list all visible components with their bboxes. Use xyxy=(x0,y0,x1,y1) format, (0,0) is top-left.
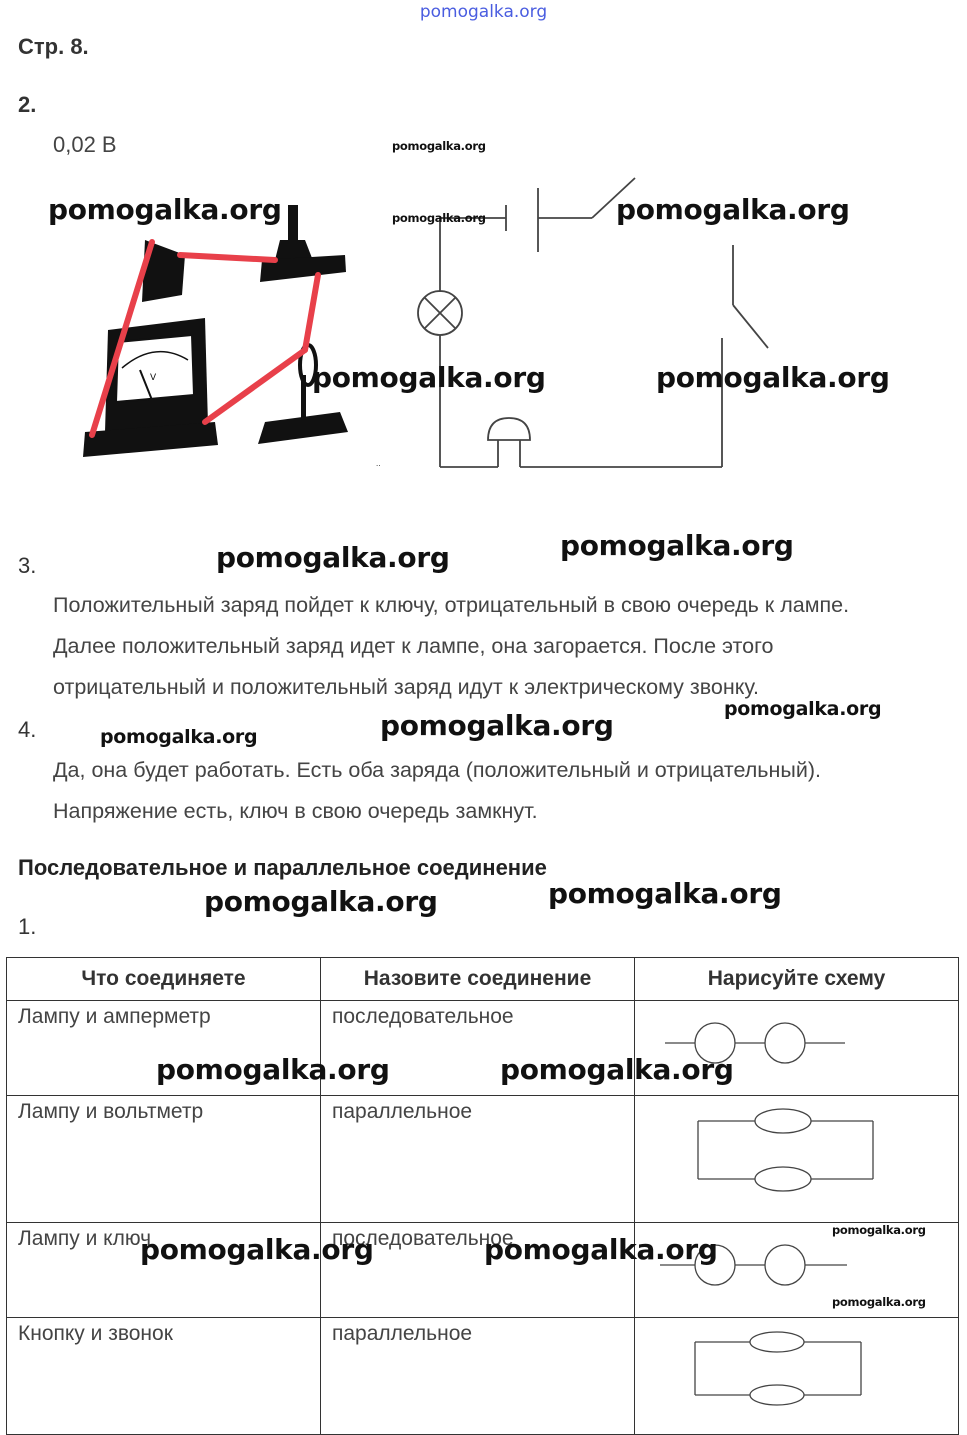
measurement-setup-drawing xyxy=(80,200,381,470)
row-what: Лампу и амперметр xyxy=(18,1005,211,1028)
task4-line-2: Напряжение есть, ключ в свою очередь замкнут. xyxy=(53,799,538,823)
watermark: pomogalka.org xyxy=(48,193,282,226)
watermark: pomogalka.org xyxy=(204,885,438,918)
watermark: pomogalka.org xyxy=(216,541,450,574)
task2-answer: 0,02 В xyxy=(53,132,117,157)
watermark: pomogalka.org xyxy=(156,1053,390,1086)
task3-line-2: Далее положительный заряд идет к лампе, она загорается. После этого xyxy=(53,634,774,658)
task3-line-1: Положительный заряд пойдет к ключу, отрицательный в свою очередь к лампе. xyxy=(53,593,850,617)
watermark: pomogalka.org xyxy=(100,726,258,748)
top-watermark: pomogalka.org xyxy=(419,2,548,22)
wire-left-top xyxy=(440,218,506,292)
task3-number: 3. xyxy=(18,553,37,578)
task3-line-3: отрицательный и положительный заряд идут к электрическому звонку. xyxy=(53,675,759,699)
watermark: pomogalka.org xyxy=(548,877,782,910)
task2-number: 2. xyxy=(18,92,37,117)
row-what: Кнопку и звонок xyxy=(18,1322,173,1345)
watermark: pomogalka.org xyxy=(500,1053,734,1086)
watermark: pomogalka.org xyxy=(484,1233,718,1266)
watermark: pomogalka.org xyxy=(140,1233,374,1266)
key-blade-right xyxy=(733,305,768,348)
lamp-stand xyxy=(258,345,348,444)
parallel-scheme xyxy=(635,1096,955,1216)
svg-text:V: V xyxy=(150,373,157,383)
task4-answer xyxy=(53,750,946,832)
row-connection: параллельное xyxy=(332,1322,473,1345)
row-connection: параллельное xyxy=(332,1100,473,1123)
voltmeter xyxy=(83,318,218,457)
row-connection: последовательное xyxy=(332,1005,514,1028)
watermark: pomogalka.org xyxy=(312,361,546,394)
row-connection: последовательное xyxy=(332,1227,514,1250)
table-row xyxy=(7,1096,959,1223)
watermark: pomogalka.org xyxy=(832,1223,926,1237)
watermark: pomogalka.org xyxy=(560,529,794,562)
watermark: pomogalka.org xyxy=(724,698,882,720)
watermark: pomogalka.org xyxy=(392,211,486,225)
table-row xyxy=(7,1318,959,1435)
watermark: pomogalka.org xyxy=(832,1295,926,1309)
row-what: Лампу и ключ xyxy=(18,1227,152,1250)
table-row xyxy=(7,1001,959,1096)
task3-answer xyxy=(53,585,946,708)
table-task-number: 1. xyxy=(18,914,37,939)
task4-number: 4. xyxy=(18,717,37,742)
watermark: pomogalka.org xyxy=(616,193,850,226)
watermark: pomogalka.org xyxy=(380,709,614,742)
svg-text:..: .. xyxy=(376,459,381,468)
parallel-scheme xyxy=(635,1318,955,1428)
section-heading: Последовательное и параллельное соединение xyxy=(18,855,547,880)
header-what: Что соединяете xyxy=(7,958,321,1001)
watermark: pomogalka.org xyxy=(656,361,890,394)
connections-table xyxy=(6,957,959,1435)
row-what: Лампу и вольтметр xyxy=(18,1100,204,1123)
task4-line-1: Да, она будет работать. Есть оба заряда (положительный и отрицательный). xyxy=(53,758,821,782)
watermark: pomogalka.org xyxy=(392,139,486,153)
header-scheme: Нарисуйте схему xyxy=(635,958,959,1001)
bell-symbol xyxy=(488,418,530,440)
page-label: Стр. 8. xyxy=(18,34,89,59)
header-connection: Назовите соединение xyxy=(321,958,635,1001)
table-header-row xyxy=(7,958,959,1001)
